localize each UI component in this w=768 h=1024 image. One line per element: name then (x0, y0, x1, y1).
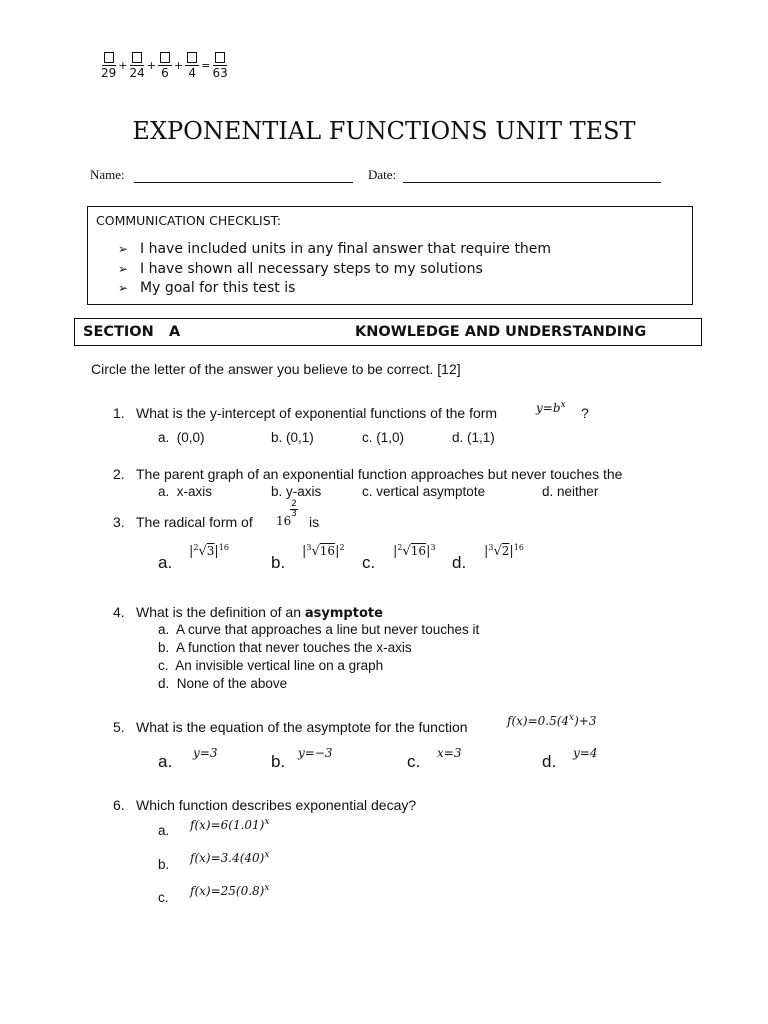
q5-option-b-value[interactable]: y=−3 (298, 746, 333, 760)
q5-function: $f(x)=0.5(4^x)+3$ (507, 713, 597, 728)
q1-formula: $y=b^x$ (536, 400, 566, 415)
q4-number: 4. (113, 604, 125, 620)
plus-sign: + (146, 59, 156, 72)
section-header (74, 318, 702, 346)
q1-option-c[interactable]: c. (1,0) (362, 430, 405, 445)
checklist-item: ➢ My goal for this test is (118, 280, 296, 296)
instructions: Circle the letter of the answer you believe to be correct. [12] (91, 361, 461, 377)
q6-option-b-formula[interactable]: $f(x)=3.4(40)^x$ (190, 850, 270, 865)
fraction-3: 6 (158, 50, 172, 81)
q5-option-c-value[interactable]: x=3 (437, 746, 462, 760)
q5-option-a-letter[interactable]: a. (158, 752, 173, 771)
q1-number: 1. (113, 405, 125, 421)
plus-sign: + (118, 59, 128, 72)
q6-text: Which function describes exponential decay? (136, 797, 417, 813)
q4-option-d[interactable]: d. None of the above (158, 676, 288, 691)
name-label: Name: (90, 167, 125, 182)
date-label: Date: (368, 167, 397, 182)
equals-sign: = (201, 59, 211, 72)
arrow-bullet-icon: ➢ (118, 262, 129, 276)
checklist-heading: COMMUNICATION CHECKLIST: (96, 213, 282, 228)
q5-option-a-value[interactable]: y=3 (193, 746, 218, 760)
q1-option-b[interactable]: b. (0,1) (271, 430, 314, 445)
q3-suffix: is (309, 514, 320, 530)
q1-option-a[interactable]: a. (0,0) (158, 430, 205, 445)
q6-option-a-formula[interactable]: $f(x)=6(1.01)^x$ (190, 817, 270, 832)
q3-option-c-letter[interactable]: c. (362, 553, 376, 572)
q2-option-b[interactable]: b. y-axis (271, 484, 322, 499)
q3-option-b-radical[interactable]: $|^3√16|^2$ (302, 543, 345, 559)
q1-text: What is the y-intercept of exponential functions of the form (136, 405, 498, 421)
arrow-bullet-icon: ➢ (118, 281, 129, 295)
q2-option-a[interactable]: a. x-axis (158, 484, 213, 499)
q6-option-b-letter[interactable]: b. (158, 857, 170, 872)
blank-box[interactable] (215, 52, 225, 63)
date-field[interactable] (403, 168, 661, 183)
checklist-item: ➢ I have included units in any final answer that require them (118, 241, 552, 257)
checklist-item: ➢ I have shown all necessary steps to my solutions (118, 261, 483, 277)
q2-number: 2. (113, 466, 125, 482)
q2-text: The parent graph of an exponential function approaches but never touches the (136, 466, 623, 482)
q5-option-d-value[interactable]: y=4 (573, 746, 598, 760)
q4-option-b[interactable]: b. A function that never touches the x-axis (158, 640, 412, 655)
q1-option-d[interactable]: d. (1,1) (452, 430, 495, 445)
q4-option-c[interactable]: c. An invisible vertical line on a graph (158, 658, 384, 673)
q3-option-d-radical[interactable]: $|^3√2|^{16}$ (484, 543, 524, 559)
blank-box[interactable] (160, 52, 170, 63)
blank-box[interactable] (104, 52, 114, 63)
q3-option-b-letter[interactable]: b. (271, 553, 286, 572)
q4-bold-word: asymptote (304, 606, 383, 621)
q5-text: What is the equation of the asymptote for the function (136, 719, 468, 735)
q5-option-d-letter[interactable]: d. (542, 752, 557, 771)
section-letter: A (169, 324, 181, 340)
q6-option-c-formula[interactable]: $f(x)=25(0.8)^x$ (190, 883, 270, 898)
q3-number: 3. (113, 514, 125, 530)
q3-option-d-letter[interactable]: d. (452, 553, 467, 572)
name-field[interactable] (134, 168, 353, 183)
communication-checklist (87, 206, 693, 305)
fraction-1: 29 (101, 50, 116, 81)
q3-base: 16 (276, 514, 292, 528)
q5-number: 5. (113, 719, 125, 735)
page-title: EXPONENTIAL FUNCTIONS UNIT TEST (132, 117, 636, 145)
q4-option-a[interactable]: a. A curve that approaches a line but never touches it (158, 622, 480, 637)
q6-option-c-letter[interactable]: c. (158, 890, 169, 905)
q3-option-a-letter[interactable]: a. (158, 553, 173, 572)
fraction-equation (100, 50, 229, 81)
plus-sign: + (174, 59, 184, 72)
q2-option-c[interactable]: c. vertical asymptote (362, 484, 486, 499)
q6-number: 6. (113, 797, 125, 813)
q3-option-c-radical[interactable]: $|^2√16|^3$ (393, 543, 436, 559)
q1-question-mark: ? (581, 405, 589, 421)
fraction-5: 63 (212, 50, 227, 81)
fraction-4: 4 (185, 50, 199, 81)
q5-option-b-letter[interactable]: b. (271, 752, 286, 771)
q5-option-c-letter[interactable]: c. (407, 752, 421, 771)
arrow-bullet-icon: ➢ (118, 242, 129, 256)
section-name: KNOWLEDGE AND UNDERSTANDING (355, 324, 647, 340)
q3-text: The radical form of (136, 514, 253, 530)
blank-box[interactable] (187, 52, 197, 63)
q6-option-a-letter[interactable]: a. (158, 823, 170, 838)
q3-option-a-radical[interactable]: $|^2√3|^{16}$ (189, 543, 229, 559)
q4-text: What is the definition of an asymptote (136, 604, 383, 621)
section-label: SECTION (83, 324, 154, 340)
q3-exponent-fraction: 2 3 (291, 499, 297, 519)
blank-box[interactable] (132, 52, 142, 63)
q2-option-d[interactable]: d. neither (542, 484, 599, 499)
fraction-2: 24 (130, 50, 145, 81)
